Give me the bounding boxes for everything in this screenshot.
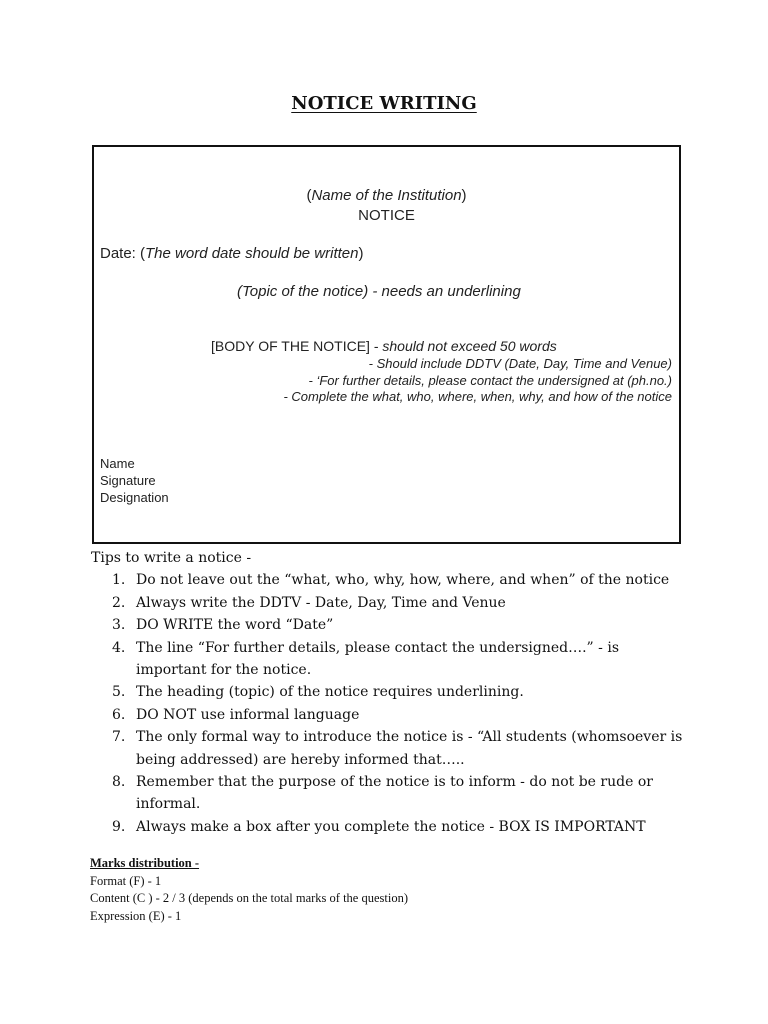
list-item: 5. The heading (topic) of the notice requires underlining. [112, 684, 524, 701]
marks-distribution-title: Marks distribution - [90, 856, 200, 870]
tips-list [91, 569, 691, 838]
page-title: NOTICE WRITING [291, 93, 477, 114]
signature-name-line: Name [100, 456, 135, 471]
marks-content-line: Content (C ) - 2 / 3 (depends on the total marks of the question) [90, 891, 408, 905]
marks-format-line: Format (F) - 1 [90, 873, 162, 888]
list-item: 7. The only formal way to introduce the notice is - “All students (whomsoever is being addressed) are hereby informed that….. [112, 729, 683, 768]
tips-section [91, 547, 691, 838]
list-item: 1. Do not leave out the “what, who, why, how, where, and when” of the notice [112, 572, 670, 589]
topic-line: (Topic of the notice) - needs an underlining [237, 283, 521, 300]
body-bullet: - Should include DDTV (Date, Day, Time and Venue) [368, 356, 672, 371]
body-line: [BODY OF THE NOTICE] - should not exceed 50 words [211, 338, 557, 354]
signature-signature-line: Signature [100, 473, 156, 488]
tips-heading: Tips to write a notice - [91, 550, 252, 566]
marks-expression-line: Expression (E) - 1 [90, 908, 182, 923]
institution-name-placeholder: (Name of the Institution) [306, 187, 467, 204]
body-bullet: - ‘For further details, please contact the undersigned at (ph.no.) [308, 373, 672, 388]
list-item: 3. DO WRITE the word “Date” [112, 617, 334, 634]
body-bullet: - Complete the what, who, where, when, why, and how of the notice [283, 389, 672, 404]
list-item: 2. Always write the DDTV - Date, Day, Time and Venue [112, 594, 506, 611]
notice-label: NOTICE [358, 207, 415, 224]
signature-block [100, 455, 169, 506]
marks-distribution-section [90, 855, 408, 925]
date-line: Date: (The word date should be written) [100, 245, 364, 262]
list-item: 9. Always make a box after you complete the notice - BOX IS IMPORTANT [112, 818, 646, 835]
list-item: 6. DO NOT use informal language [112, 706, 360, 723]
list-item: 4. The line “For further details, please contact the undersigned….” - is important for the notice. [112, 639, 619, 679]
signature-designation-line: Designation [100, 490, 169, 505]
list-item: 8. Remember that the purpose of the notice is to inform - do not be rude or informal. [112, 774, 653, 813]
notice-format-box [92, 145, 681, 544]
